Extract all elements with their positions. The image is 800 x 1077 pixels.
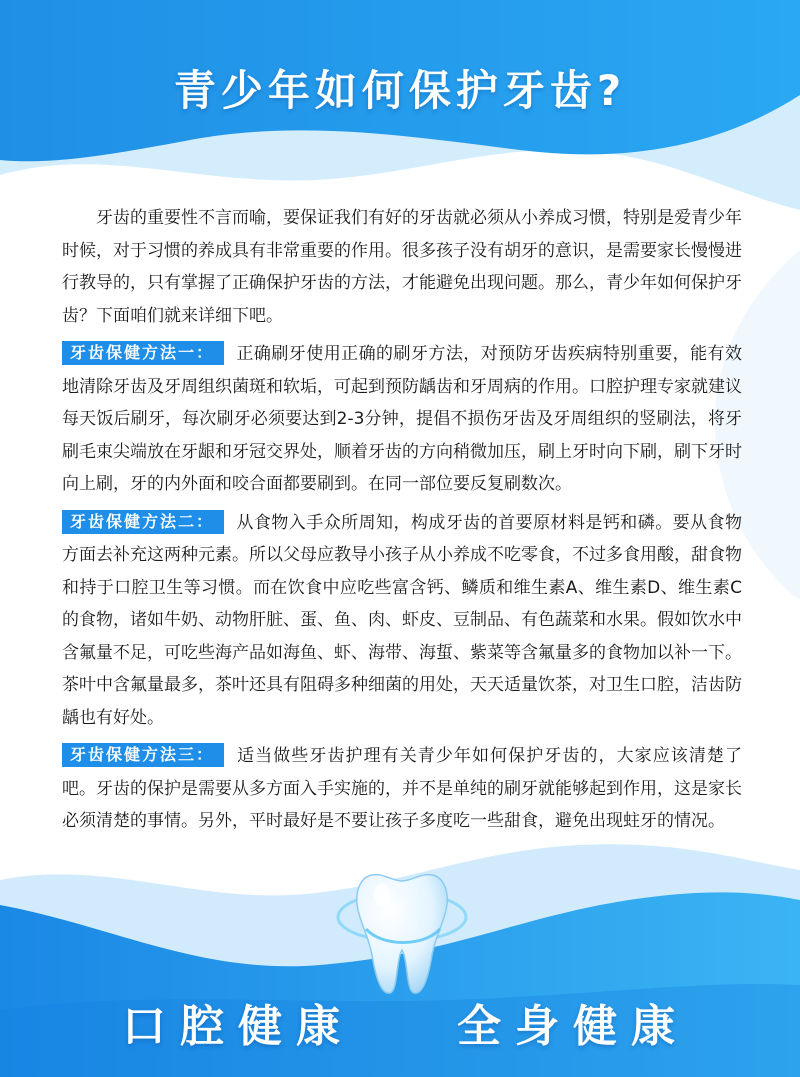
method-one-label: 牙齿保健方法一： — [62, 341, 224, 365]
method-two-text: 从食物入手众所周知，构成牙齿的首要原材料是钙和磷。要从食物方面去补充这两种元素。所以父母应教导小孩子从小养成不吃零食，不过多食用酸，甜食物和持于口腔卫生等习惯。而在饮食中应吃些富含钙、鳞质和维生素A、维生素D、维生素C的食物，诸如牛奶、动物肝脏、蛋、鱼、肉、虾皮、豆制品、有色蔬菜和水果。假如饮水中含氟量不足，可吃些海产品如海鱼、虾、海带、海蜇、紫菜等含氟量多的食物加以补一下。茶叶中含氟量最多，茶叶还具有阻碍多种细菌的用处，天天适量饮茶，对卫生口腔，洁齿防龋也有好处。 — [62, 512, 742, 728]
method-two-paragraph — [62, 507, 742, 735]
method-two-label: 牙齿保健方法二： — [62, 510, 224, 534]
page-title: 青少年如何保护牙齿? — [173, 66, 627, 115]
method-three-paragraph — [62, 740, 742, 838]
method-one-text: 正确刷牙使用正确的刷牙方法，对预防牙齿疾病特别重要，能有效地清除牙齿及牙周组织菌斑和软垢，可起到预防龋齿和牙周病的作用。口腔护理专家就建议每天饭后刷牙，每次刷牙必须要达到2-3分钟，提倡不损伤牙齿及牙周组织的竖刷法，将牙刷毛束尖端放在牙龈和牙冠交界处，顺着牙齿的方向稍微加压，刷上牙时向下刷，刷下牙时向上刷，牙的内外面和咬合面都要刷到。在同一部位要反复刷数次。 — [62, 344, 742, 494]
slogan-body-health: 全身健康 — [457, 1001, 689, 1052]
method-three-label: 牙齿保健方法三： — [62, 743, 224, 767]
tooth-icon — [332, 855, 472, 1005]
slogan-oral-health: 口腔健康 — [122, 1001, 354, 1052]
method-three-text: 适当做些牙齿护理有关青少年如何保护牙齿的，大家应该清楚了吧。牙齿的保护是需要从多方面入手实施的，并不是单纯的刷牙就能够起到作用，这是家长必须清楚的事情。另外，平时最好是不要让孩子多度吃一些甜食，避免出现蛀牙的情况。 — [62, 746, 742, 831]
intro-paragraph: 牙齿的重要性不言而喻，要保证我们有好的牙齿就必须从小养成习惯，特别是爱青少年时候，对于习惯的养成具有非常重要的作用。很多孩子没有胡牙的意识，是需要家长慢慢进行教导的，只有掌握了正确保护牙齿的方法，才能避免出现问题。那么，青少年如何保护牙齿？下面咱们就来详细下吧。 — [62, 208, 742, 326]
method-one-paragraph — [62, 338, 742, 501]
article-body — [62, 202, 742, 844]
